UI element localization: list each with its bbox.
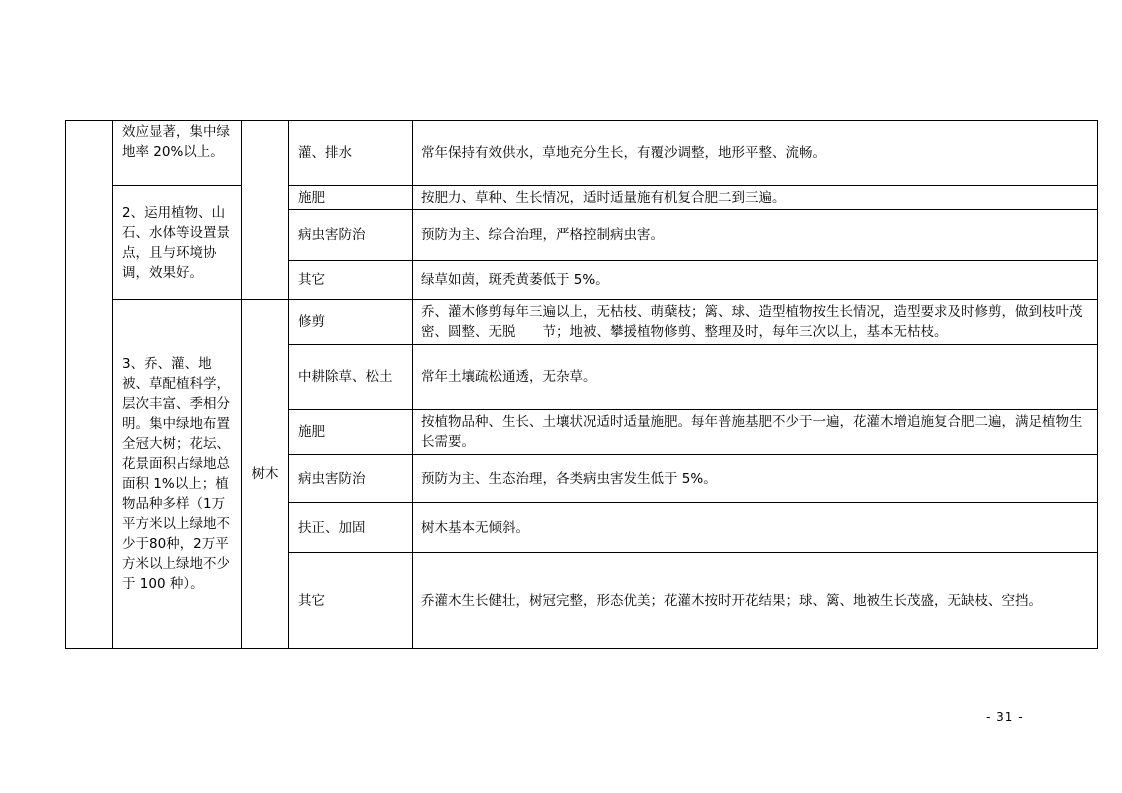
- requirement-cell: 绿草如茵，斑秃黄萎低于 5%。: [413, 261, 1098, 300]
- level-column: [66, 121, 113, 649]
- requirement-cell: 乔灌木生长健壮，树冠完整，形态优美；花灌木按时开花结果；球、篱、地被生长茂盛，无缺枝、空挡。: [413, 553, 1098, 649]
- item-cell: 灌、排水: [289, 121, 413, 186]
- criteria-text-3: 3、乔、灌、地被、草配植科学，层次丰富、季相分明。集中绿地布置全冠大树；花坛、花景面积占绿地总面积 1%以上；植物品种多样（1万平方米以上绿地不少于80种，2万平方米以上绿地不少于 100 种）。: [122, 356, 230, 592]
- item-cell: 病虫害防治: [289, 455, 413, 503]
- criteria-cell-3: [113, 300, 242, 649]
- requirement-cell: 预防为主、生态治理，各类病虫害发生低于 5%。: [413, 455, 1098, 503]
- category-cell-lawn: [242, 121, 289, 300]
- requirement-cell: 预防为主、综合治理，严格控制病虫害。: [413, 210, 1098, 261]
- item-cell: 扶正、加固: [289, 503, 413, 553]
- requirement-cell: 常年保持有效供水，草地充分生长，有覆沙调整，地形平整、流畅。: [413, 121, 1098, 186]
- item-cell: 施肥: [289, 410, 413, 455]
- item-cell: 其它: [289, 553, 413, 649]
- criteria-text-1: 效应显著，集中绿地率 20%以上。: [122, 124, 230, 160]
- item-cell: 病虫害防治: [289, 210, 413, 261]
- requirement-cell: 乔、灌木修剪每年三遍以上，无枯枝、萌蘖枝；篱、球、造型植物按生长情况，造型要求及时修剪，做到枝叶茂密、圆整、无脱 节；地被、攀援植物修剪、整理及时，每年三次以上，基本无枯枝。: [413, 300, 1098, 345]
- page-number: - 31 -: [986, 710, 1024, 724]
- category-cell-trees: 树木: [242, 300, 289, 649]
- criteria-cell-2: [113, 186, 242, 300]
- item-cell: 施肥: [289, 186, 413, 210]
- requirement-cell: 按植物品种、生长、土壤状况适时适量施肥。每年普施基肥不少于一遍，花灌木增追施复合肥二遍，满足植物生长需要。: [413, 410, 1098, 455]
- requirement-cell: 树木基本无倾斜。: [413, 503, 1098, 553]
- maintenance-standards-table: [65, 120, 1098, 649]
- item-cell: 其它: [289, 261, 413, 300]
- item-cell: 修剪: [289, 300, 413, 345]
- requirement-cell: 按肥力、草种、生长情况，适时适量施有机复合肥二到三遍。: [413, 186, 1098, 210]
- requirement-cell: 常年土壤疏松通透，无杂草。: [413, 345, 1098, 410]
- criteria-text-2: 2、运用植物、山石、水体等设置景点，且与环境协调，效果好。: [122, 204, 230, 281]
- item-cell: 中耕除草、松土: [289, 345, 413, 410]
- criteria-cell-1: [113, 121, 242, 186]
